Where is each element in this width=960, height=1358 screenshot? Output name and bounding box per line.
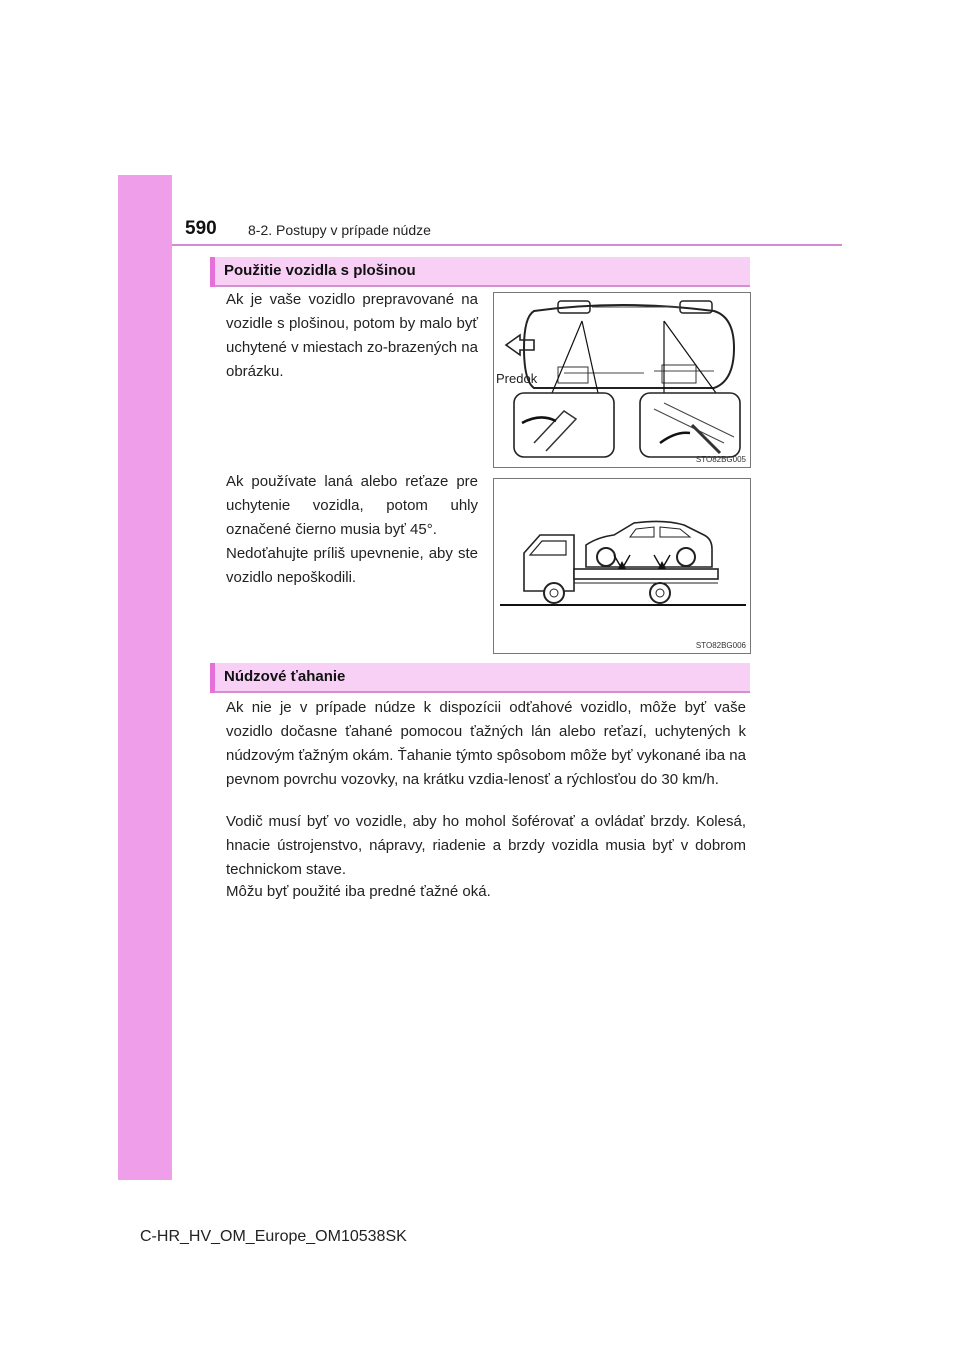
flatbed-truck-diagram (494, 479, 750, 653)
section-title: Použitie vozidla s plošinou (224, 262, 416, 279)
figure-code: STO82BG005 (695, 455, 746, 464)
flatbed-paragraph-2: Ak používate laná alebo reťaze pre uchytenie vozidla, potom uhly označené čierno musia byť 45°. (226, 473, 478, 538)
page-number: 590 (185, 218, 217, 239)
towing-paragraph-3: Môžu byť použité iba predné ťažné oká. (226, 883, 491, 900)
section-heading-marker (210, 257, 215, 287)
section-heading-flatbed (210, 257, 750, 287)
figure-tie-down-points (493, 292, 751, 468)
figure-flatbed-truck (493, 478, 751, 654)
towing-paragraph-2: Vodič musí byť vo vozidle, aby ho mohol šoférovať a ovládať brzdy. Kolesá, hnacie ústrojenstvo, nápravy, riadenie a brzdy vozidla musia byť v dobrom technickom stave. (226, 813, 746, 878)
section-heading-emergency-towing (210, 663, 750, 693)
flatbed-paragraph-1: Ak je vaše vozidlo prepravované na vozidle s plošinou, potom by malo byť uchytené v miestach zo-brazených na obrázku. (226, 291, 478, 380)
section-heading-marker (210, 663, 215, 693)
towing-paragraph-1: Ak nie je v prípade núdze k dispozícii odťahové vozidlo, môže byť vaše vozidlo dočasne ťahané pomocou ťažných lán alebo reťazí, uchytených k núdzovým ťažným okám. Ťahanie týmto spôsobom môže byť vykonané iba na pevnom povrchu vozovky, na krátku vzdia-lenosť a rýchlosťou do 30 km/h. (226, 699, 746, 788)
flatbed-paragraph-3: Nedoťahujte príliš upevnenie, aby ste vozidlo nepoškodili. (226, 545, 478, 586)
chapter-side-tab (118, 175, 172, 1180)
chapter-title: 8-2. Postupy v prípade núdze (248, 222, 431, 238)
figure-code: STO82BG006 (695, 641, 746, 650)
header-divider (172, 244, 842, 246)
front-direction-label: Predok (496, 371, 538, 386)
section-title: Núdzové ťahanie (224, 668, 346, 685)
document-id: C-HR_HV_OM_Europe_OM10538SK (140, 1228, 407, 1245)
